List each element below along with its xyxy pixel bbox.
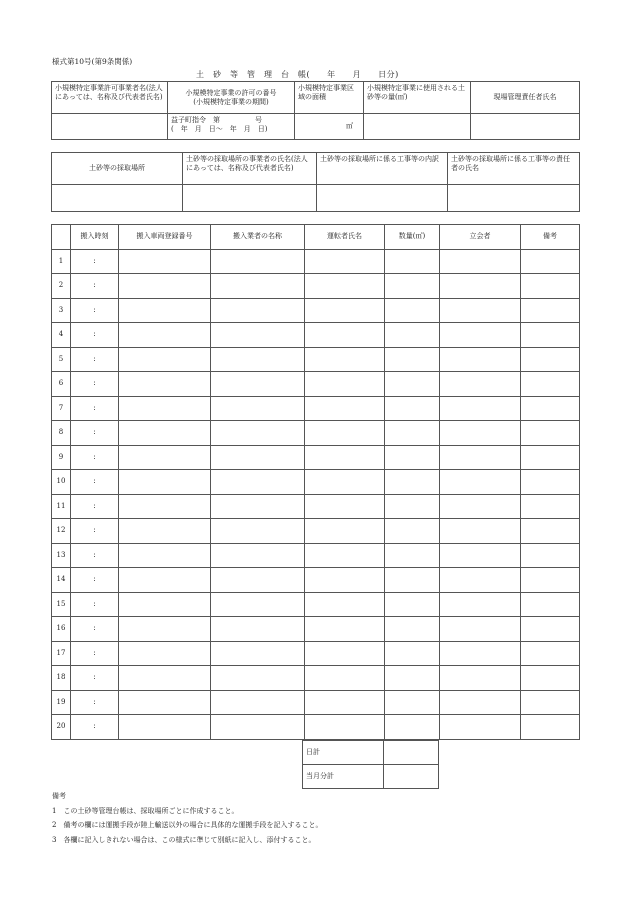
row-number: 19 bbox=[52, 690, 71, 715]
time-separator: : bbox=[93, 575, 96, 584]
notes-heading: 備考 bbox=[52, 792, 66, 800]
time-separator: : bbox=[93, 722, 96, 731]
driver-name-cell[interactable] bbox=[305, 666, 385, 691]
area-cell[interactable] bbox=[295, 114, 364, 140]
remarks-cell[interactable] bbox=[521, 543, 580, 568]
row-number: 6 bbox=[52, 372, 71, 397]
header-source-work: 土砂等の採取場所に係る工事等の内訳 bbox=[317, 153, 448, 185]
header-business-name: 小規模特定事業許可事業者名(法人にあっては、名称及び代表者氏名) bbox=[52, 82, 168, 114]
time-cell[interactable] bbox=[71, 372, 119, 397]
time-separator: : bbox=[93, 281, 96, 290]
time-cell[interactable] bbox=[71, 323, 119, 348]
driver-name-cell[interactable] bbox=[305, 494, 385, 519]
table-row bbox=[52, 617, 580, 642]
quantity-cell[interactable] bbox=[385, 641, 440, 666]
remarks-cell[interactable] bbox=[521, 347, 580, 372]
permit-line2: ( 年 月 日～ 年 月 日) bbox=[171, 124, 268, 133]
time-cell[interactable] bbox=[71, 421, 119, 446]
time-cell[interactable] bbox=[71, 715, 119, 740]
table-row bbox=[52, 396, 580, 421]
remarks-cell[interactable] bbox=[521, 445, 580, 470]
table-row bbox=[52, 249, 580, 274]
header-permit-number-line1: 小規模特定事業の許可の番号 bbox=[185, 88, 277, 97]
witness-cell[interactable] bbox=[440, 690, 521, 715]
row-number: 3 bbox=[52, 298, 71, 323]
header-source-business: 土砂等の採取場所の事業者の氏名(法人にあっては、名称及び代表者氏名) bbox=[183, 153, 317, 185]
log-header-cell: 数量(㎥) bbox=[385, 225, 440, 250]
carrier-name-cell[interactable] bbox=[211, 323, 305, 348]
table-row bbox=[52, 298, 580, 323]
vehicle-number-cell[interactable] bbox=[119, 641, 211, 666]
vehicle-number-cell[interactable] bbox=[119, 494, 211, 519]
carrier-name-cell[interactable] bbox=[211, 494, 305, 519]
remarks-cell[interactable] bbox=[521, 592, 580, 617]
time-cell[interactable] bbox=[71, 445, 119, 470]
remarks-cell[interactable] bbox=[521, 617, 580, 642]
site-manager-cell[interactable] bbox=[471, 114, 580, 140]
driver-name-cell[interactable] bbox=[305, 641, 385, 666]
witness-cell[interactable] bbox=[440, 249, 521, 274]
log-header-cell: 備考 bbox=[521, 225, 580, 250]
quantity-cell[interactable] bbox=[385, 494, 440, 519]
time-separator: : bbox=[93, 330, 96, 339]
time-cell[interactable] bbox=[71, 249, 119, 274]
carrier-name-cell[interactable] bbox=[211, 617, 305, 642]
time-separator: : bbox=[93, 648, 96, 657]
quantity-cell[interactable] bbox=[385, 543, 440, 568]
log-header-cell bbox=[52, 225, 71, 250]
carrier-name-cell[interactable] bbox=[211, 372, 305, 397]
time-cell[interactable] bbox=[71, 298, 119, 323]
quantity-cell[interactable] bbox=[385, 347, 440, 372]
driver-name-cell[interactable] bbox=[305, 470, 385, 495]
witness-cell[interactable] bbox=[440, 396, 521, 421]
log-header-cell: 搬入車両登録番号 bbox=[119, 225, 211, 250]
driver-name-cell[interactable] bbox=[305, 298, 385, 323]
time-cell[interactable] bbox=[71, 666, 119, 691]
row-number: 20 bbox=[52, 715, 71, 740]
time-cell[interactable] bbox=[71, 568, 119, 593]
source-business-cell[interactable] bbox=[183, 185, 317, 212]
quantity-cell[interactable] bbox=[385, 690, 440, 715]
time-cell[interactable] bbox=[71, 470, 119, 495]
monthly-total-label: 当月分計 bbox=[303, 765, 384, 789]
remarks-cell[interactable] bbox=[521, 372, 580, 397]
note-item: 1 この土砂等管理台帳は、採取場所ごとに作成すること。 bbox=[52, 806, 239, 815]
header-source-responsible: 土砂等の採取場所に係る工事等の責任者の氏名 bbox=[448, 153, 580, 185]
time-cell[interactable] bbox=[71, 592, 119, 617]
source-responsible-cell[interactable] bbox=[448, 185, 580, 212]
driver-name-cell[interactable] bbox=[305, 592, 385, 617]
table-row bbox=[52, 568, 580, 593]
header-site-manager: 現場管理責任者氏名 bbox=[471, 82, 580, 114]
time-separator: : bbox=[93, 256, 96, 265]
quantity-cell[interactable] bbox=[385, 519, 440, 544]
business-name-cell[interactable] bbox=[52, 114, 168, 140]
carrier-name-cell[interactable] bbox=[211, 347, 305, 372]
vehicle-number-cell[interactable] bbox=[119, 421, 211, 446]
row-number: 1 bbox=[52, 249, 71, 274]
driver-name-cell[interactable] bbox=[305, 323, 385, 348]
quantity-cell[interactable] bbox=[385, 666, 440, 691]
table-row bbox=[52, 274, 580, 299]
row-number: 4 bbox=[52, 323, 71, 348]
log-header-cell: 搬入業者の名称 bbox=[211, 225, 305, 250]
time-cell[interactable] bbox=[71, 690, 119, 715]
daily-total-cell[interactable] bbox=[384, 741, 439, 765]
header-permit-number bbox=[168, 82, 295, 114]
witness-cell[interactable] bbox=[440, 445, 521, 470]
source-work-cell[interactable] bbox=[317, 185, 448, 212]
driver-name-cell[interactable] bbox=[305, 372, 385, 397]
table-row bbox=[52, 470, 580, 495]
carrier-name-cell[interactable] bbox=[211, 274, 305, 299]
log-header-cell: 搬入時刻 bbox=[71, 225, 119, 250]
time-cell[interactable] bbox=[71, 347, 119, 372]
table-row bbox=[52, 323, 580, 348]
time-separator: : bbox=[93, 624, 96, 633]
table-row bbox=[52, 592, 580, 617]
vehicle-number-cell[interactable] bbox=[119, 617, 211, 642]
row-number: 5 bbox=[52, 347, 71, 372]
remarks-cell[interactable] bbox=[521, 298, 580, 323]
witness-cell[interactable] bbox=[440, 323, 521, 348]
header-permit-number-line2: (小規模特定事業の期間) bbox=[193, 97, 269, 106]
notes-section bbox=[52, 789, 322, 847]
remarks-cell[interactable] bbox=[521, 494, 580, 519]
table-row bbox=[52, 494, 580, 519]
row-number: 10 bbox=[52, 470, 71, 495]
witness-cell[interactable] bbox=[440, 543, 521, 568]
time-cell[interactable] bbox=[71, 617, 119, 642]
header-soil-volume: 小規模特定事業に使用される土砂等の量(㎥) bbox=[364, 82, 471, 114]
time-cell[interactable] bbox=[71, 274, 119, 299]
time-separator: : bbox=[93, 673, 96, 682]
row-number: 15 bbox=[52, 592, 71, 617]
permit-number-cell[interactable] bbox=[168, 114, 295, 140]
quantity-cell[interactable] bbox=[385, 470, 440, 495]
quantity-cell[interactable] bbox=[385, 617, 440, 642]
remarks-cell[interactable] bbox=[521, 519, 580, 544]
witness-cell[interactable] bbox=[440, 715, 521, 740]
row-number: 14 bbox=[52, 568, 71, 593]
time-cell[interactable] bbox=[71, 641, 119, 666]
driver-name-cell[interactable] bbox=[305, 690, 385, 715]
carrier-name-cell[interactable] bbox=[211, 666, 305, 691]
source-info-table bbox=[51, 152, 580, 212]
quantity-cell[interactable] bbox=[385, 445, 440, 470]
driver-name-cell[interactable] bbox=[305, 568, 385, 593]
driver-name-cell[interactable] bbox=[305, 274, 385, 299]
time-separator: : bbox=[93, 305, 96, 314]
carrier-name-cell[interactable] bbox=[211, 249, 305, 274]
row-number: 9 bbox=[52, 445, 71, 470]
table-row bbox=[52, 543, 580, 568]
remarks-cell[interactable] bbox=[521, 323, 580, 348]
table-row bbox=[52, 690, 580, 715]
driver-name-cell[interactable] bbox=[305, 347, 385, 372]
vehicle-number-cell[interactable] bbox=[119, 347, 211, 372]
carrier-name-cell[interactable] bbox=[211, 298, 305, 323]
soil-volume-cell[interactable] bbox=[364, 114, 471, 140]
business-info-table bbox=[51, 81, 580, 140]
witness-cell[interactable] bbox=[440, 298, 521, 323]
quantity-cell[interactable] bbox=[385, 715, 440, 740]
vehicle-number-cell[interactable] bbox=[119, 470, 211, 495]
permit-line1: 益子町指令 第 号 bbox=[171, 116, 262, 124]
quantity-cell[interactable] bbox=[385, 323, 440, 348]
witness-cell[interactable] bbox=[440, 494, 521, 519]
time-separator: : bbox=[93, 599, 96, 608]
witness-cell[interactable] bbox=[440, 568, 521, 593]
remarks-cell[interactable] bbox=[521, 568, 580, 593]
vehicle-number-cell[interactable] bbox=[119, 323, 211, 348]
remarks-cell[interactable] bbox=[521, 396, 580, 421]
time-separator: : bbox=[93, 354, 96, 363]
time-separator: : bbox=[93, 428, 96, 437]
witness-cell[interactable] bbox=[440, 666, 521, 691]
vehicle-number-cell[interactable] bbox=[119, 519, 211, 544]
remarks-cell[interactable] bbox=[521, 249, 580, 274]
vehicle-number-cell[interactable] bbox=[119, 690, 211, 715]
time-separator: : bbox=[93, 379, 96, 388]
row-number: 16 bbox=[52, 617, 71, 642]
carrier-name-cell[interactable] bbox=[211, 470, 305, 495]
quantity-cell[interactable] bbox=[385, 568, 440, 593]
quantity-cell[interactable] bbox=[385, 249, 440, 274]
witness-cell[interactable] bbox=[440, 519, 521, 544]
area-unit: ㎡ bbox=[346, 122, 353, 131]
carrier-name-cell[interactable] bbox=[211, 641, 305, 666]
carrier-name-cell[interactable] bbox=[211, 421, 305, 446]
totals-table bbox=[302, 740, 439, 789]
remarks-cell[interactable] bbox=[521, 274, 580, 299]
time-separator: : bbox=[93, 526, 96, 535]
row-number: 13 bbox=[52, 543, 71, 568]
table-row bbox=[52, 715, 580, 740]
table-row bbox=[52, 666, 580, 691]
driver-name-cell[interactable] bbox=[305, 396, 385, 421]
driver-name-cell[interactable] bbox=[305, 445, 385, 470]
quantity-cell[interactable] bbox=[385, 298, 440, 323]
row-number: 12 bbox=[52, 519, 71, 544]
carrier-name-cell[interactable] bbox=[211, 690, 305, 715]
carrier-name-cell[interactable] bbox=[211, 543, 305, 568]
driver-name-cell[interactable] bbox=[305, 519, 385, 544]
quantity-cell[interactable] bbox=[385, 372, 440, 397]
quantity-cell[interactable] bbox=[385, 592, 440, 617]
driver-name-cell[interactable] bbox=[305, 715, 385, 740]
carrier-name-cell[interactable] bbox=[211, 568, 305, 593]
remarks-cell[interactable] bbox=[521, 421, 580, 446]
row-number: 18 bbox=[52, 666, 71, 691]
table-row bbox=[52, 519, 580, 544]
time-separator: : bbox=[93, 477, 96, 486]
vehicle-number-cell[interactable] bbox=[119, 543, 211, 568]
witness-cell[interactable] bbox=[440, 470, 521, 495]
table-row bbox=[52, 421, 580, 446]
quantity-cell[interactable] bbox=[385, 274, 440, 299]
driver-name-cell[interactable] bbox=[305, 543, 385, 568]
vehicle-number-cell[interactable] bbox=[119, 372, 211, 397]
table-row bbox=[52, 347, 580, 372]
time-cell[interactable] bbox=[71, 396, 119, 421]
header-area: 小規模特定事業区域の面積 bbox=[295, 82, 364, 114]
time-cell[interactable] bbox=[71, 519, 119, 544]
driver-name-cell[interactable] bbox=[305, 617, 385, 642]
vehicle-number-cell[interactable] bbox=[119, 396, 211, 421]
driver-name-cell[interactable] bbox=[305, 421, 385, 446]
witness-cell[interactable] bbox=[440, 372, 521, 397]
quantity-cell[interactable] bbox=[385, 421, 440, 446]
remarks-cell[interactable] bbox=[521, 470, 580, 495]
witness-cell[interactable] bbox=[440, 641, 521, 666]
daily-total-label: 日計 bbox=[303, 741, 384, 765]
time-separator: : bbox=[93, 452, 96, 461]
row-number: 11 bbox=[52, 494, 71, 519]
carrier-name-cell[interactable] bbox=[211, 445, 305, 470]
carrier-name-cell[interactable] bbox=[211, 519, 305, 544]
row-number: 17 bbox=[52, 641, 71, 666]
log-header-cell: 運転者氏名 bbox=[305, 225, 385, 250]
time-separator: : bbox=[93, 403, 96, 412]
vehicle-number-cell[interactable] bbox=[119, 249, 211, 274]
note-item: 3 各欄に記入しきれない場合は、この様式に準じて別紙に記入し、添付すること。 bbox=[52, 835, 316, 844]
time-separator: : bbox=[93, 501, 96, 510]
vehicle-number-cell[interactable] bbox=[119, 298, 211, 323]
form-number: 様式第10号(第9条関係) bbox=[52, 57, 133, 66]
witness-cell[interactable] bbox=[440, 592, 521, 617]
time-separator: : bbox=[93, 550, 96, 559]
header-source-location: 土砂等の採取場所 bbox=[52, 153, 183, 185]
witness-cell[interactable] bbox=[440, 274, 521, 299]
remarks-cell[interactable] bbox=[521, 690, 580, 715]
page-title: 土 砂 等 管 理 台 帳( 年 月 日分) bbox=[196, 70, 399, 79]
delivery-log-table bbox=[51, 224, 580, 740]
witness-cell[interactable] bbox=[440, 347, 521, 372]
table-row bbox=[52, 445, 580, 470]
remarks-cell[interactable] bbox=[521, 641, 580, 666]
quantity-cell[interactable] bbox=[385, 396, 440, 421]
driver-name-cell[interactable] bbox=[305, 249, 385, 274]
row-number: 7 bbox=[52, 396, 71, 421]
table-row bbox=[52, 641, 580, 666]
table-row bbox=[52, 372, 580, 397]
vehicle-number-cell[interactable] bbox=[119, 274, 211, 299]
remarks-cell[interactable] bbox=[521, 715, 580, 740]
carrier-name-cell[interactable] bbox=[211, 715, 305, 740]
note-item: 2 備考の欄には運搬手段が陸上輸送以外の場合に具体的な運搬手段を記入すること。 bbox=[52, 821, 323, 829]
carrier-name-cell[interactable] bbox=[211, 592, 305, 617]
remarks-cell[interactable] bbox=[521, 666, 580, 691]
row-number: 2 bbox=[52, 274, 71, 299]
witness-cell[interactable] bbox=[440, 617, 521, 642]
time-cell[interactable] bbox=[71, 543, 119, 568]
vehicle-number-cell[interactable] bbox=[119, 568, 211, 593]
time-cell[interactable] bbox=[71, 494, 119, 519]
source-location-cell[interactable] bbox=[52, 185, 183, 212]
vehicle-number-cell[interactable] bbox=[119, 666, 211, 691]
witness-cell[interactable] bbox=[440, 421, 521, 446]
carrier-name-cell[interactable] bbox=[211, 396, 305, 421]
vehicle-number-cell[interactable] bbox=[119, 715, 211, 740]
vehicle-number-cell[interactable] bbox=[119, 592, 211, 617]
log-header-cell: 立会者 bbox=[440, 225, 521, 250]
time-separator: : bbox=[93, 697, 96, 706]
row-number: 8 bbox=[52, 421, 71, 446]
monthly-total-cell[interactable] bbox=[384, 765, 439, 789]
vehicle-number-cell[interactable] bbox=[119, 445, 211, 470]
